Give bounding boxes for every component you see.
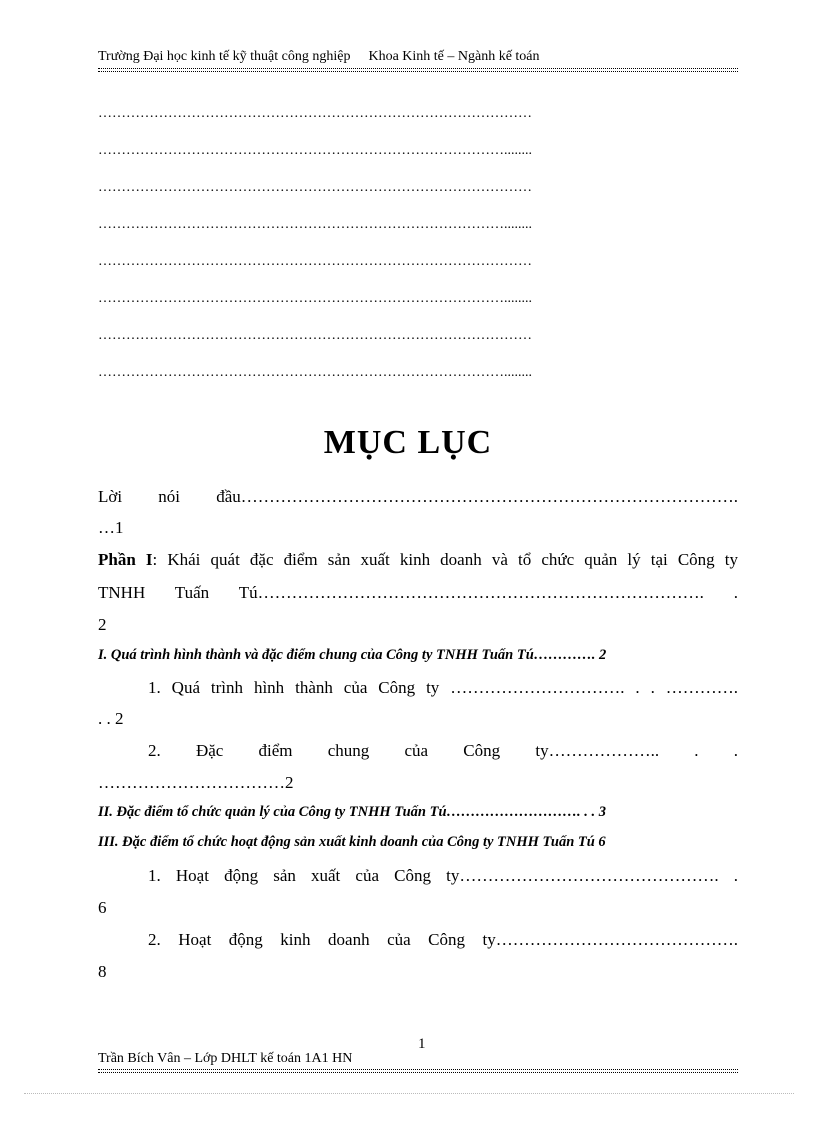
footer-rule: [98, 1069, 738, 1073]
page-bottom-divider: [24, 1093, 794, 1094]
page-header: [98, 49, 738, 65]
footer-author: Trần Bích Vân – Lớp DHLT kế toán 1A1 HN: [98, 1051, 353, 1066]
page-number: 1: [418, 1036, 426, 1052]
dotted-line: ……………………………………………………………………………........: [98, 144, 532, 158]
toc-entry-section-3: III. Đặc điểm tổ chức hoạt động sản xuất kinh doanh của Công ty TNHH Tuấn Tú 6: [98, 834, 606, 850]
toc-entry-section-1: I. Quá trình hình thành và đặc điểm chung của Công ty TNHH Tuấn Tú…………. 2: [98, 647, 607, 663]
header-rule: [98, 68, 738, 72]
dotted-line: ……………………………………………………………………………........: [98, 218, 532, 232]
toc-entry-page: 6: [98, 898, 107, 917]
toc-part-label: Phần I: [98, 550, 153, 569]
toc-entry-1-2: 2. Đặc điểm chung của Công ty……………….. . .: [148, 741, 738, 760]
toc-entry-preface: Lời nói đầu…………………………………………………………………………….: [98, 487, 738, 506]
toc-entry-page: . . 2: [98, 709, 124, 728]
toc-entry-section-2: II. Đặc điểm tổ chức quản lý của Công ty TNHH Tuấn Tú………………………. . . 3: [98, 804, 607, 820]
dotted-line: ……………………………………………………………………………........: [98, 292, 532, 306]
dotted-line: …………………………………………………………………………………: [98, 255, 532, 269]
toc-entry-page: …1: [98, 518, 124, 537]
dotted-line: ……………………………………………………………………………........: [98, 366, 532, 380]
toc-entry-page: ……………………………2: [98, 773, 294, 792]
toc-entry-page: 2: [98, 615, 107, 634]
toc-title: MỤC LỤC: [323, 424, 493, 461]
toc-entry-part-1: Phần I: Khái quát đặc điểm sản xuất kinh doanh và tổ chức quản lý tại Công ty: [98, 550, 738, 569]
toc-entry-3-2: 2. Hoạt động kinh doanh của Công ty…………………………………….: [148, 930, 738, 949]
dotted-line: …………………………………………………………………………………: [98, 329, 532, 343]
toc-entry-part-1-cont: TNHH Tuấn Tú……………………………………………………………………. .: [98, 583, 738, 602]
toc-entry-3-1: 1. Hoạt động sản xuất của Công ty………………………………………. .: [148, 866, 738, 885]
dotted-line: …………………………………………………………………………………: [98, 107, 532, 121]
toc-entry-1-1: 1. Quá trình hình thành của Công ty …………………………. . . ………….: [148, 678, 738, 697]
toc-entry-page: 8: [98, 962, 107, 981]
dotted-line: …………………………………………………………………………………: [98, 181, 532, 195]
header-department: Khoa Kinh tế – Ngành kế toán: [368, 49, 540, 64]
header-school: Trường Đại học kinh tế kỹ thuật công nghiệp: [98, 49, 351, 64]
